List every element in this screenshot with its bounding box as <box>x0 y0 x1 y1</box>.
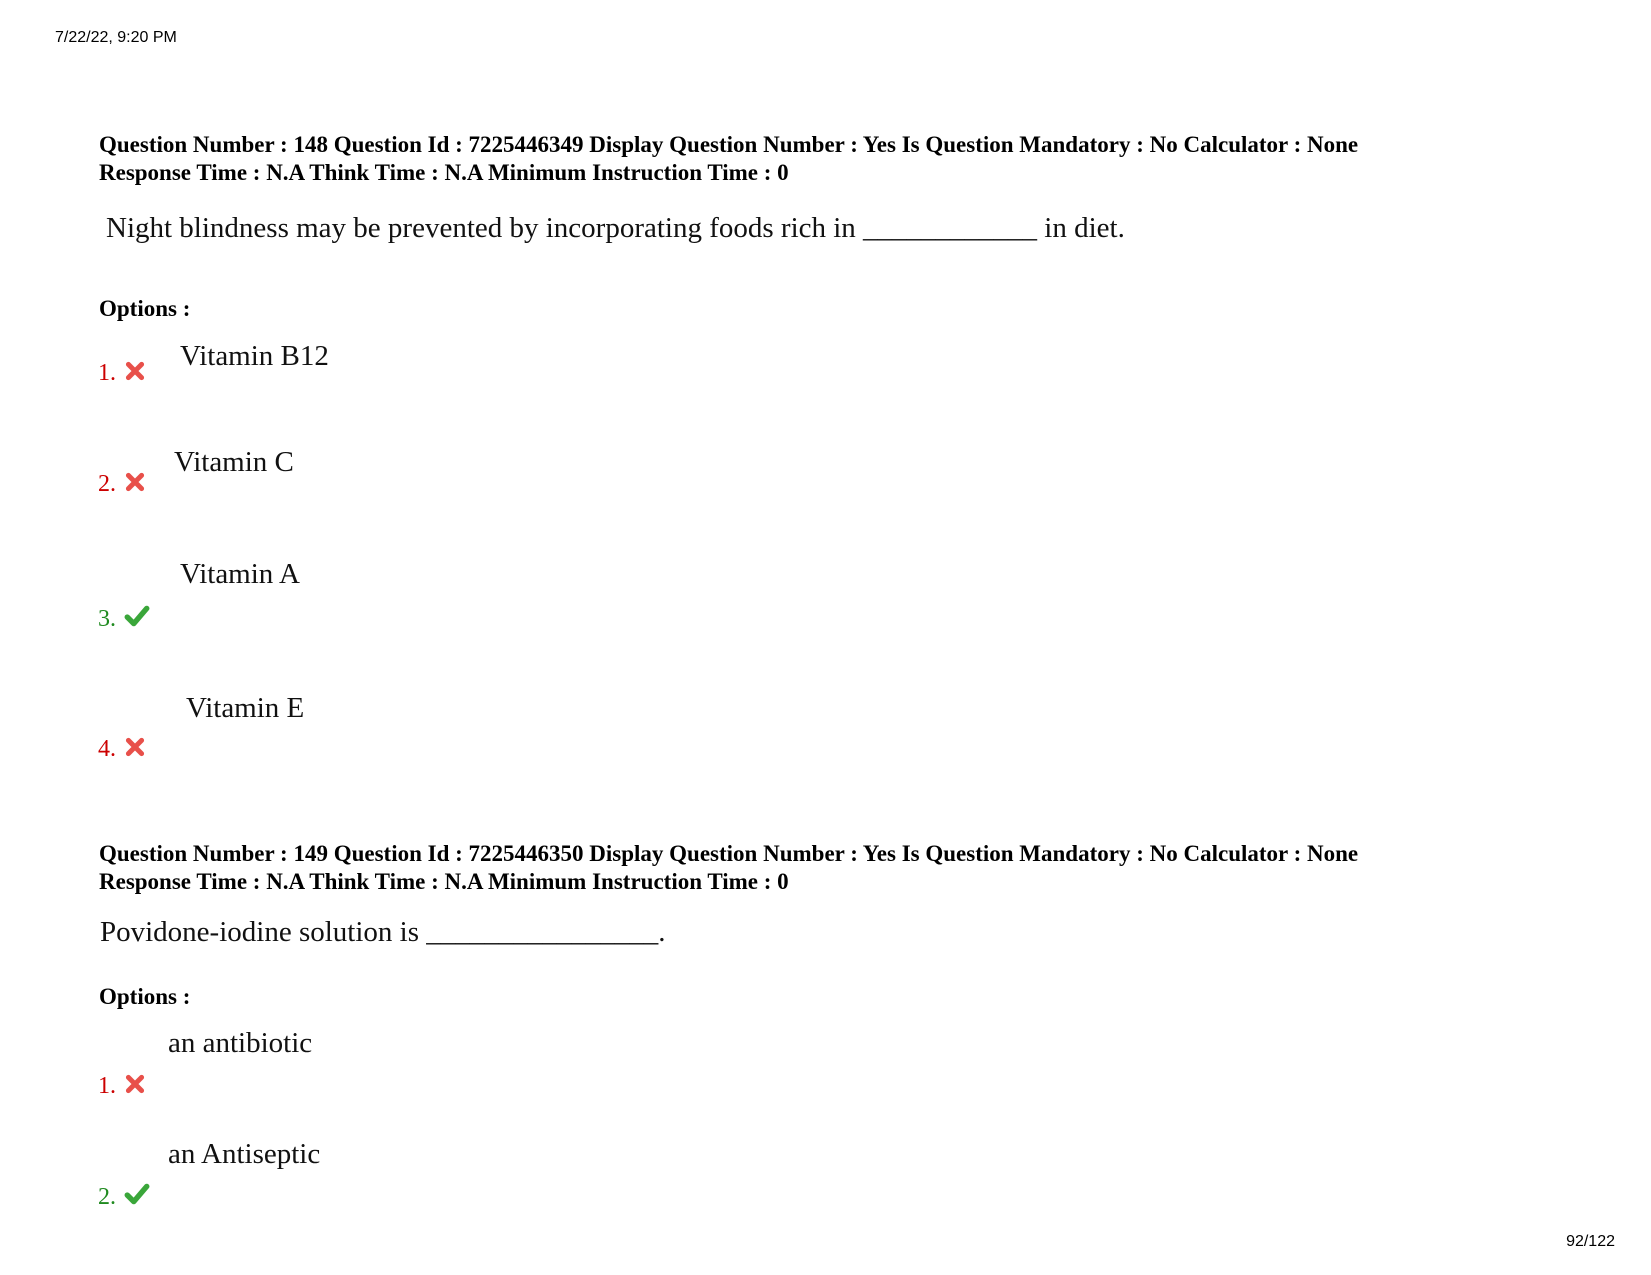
option-text: Vitamin E <box>186 692 305 724</box>
question-meta <box>99 840 1358 896</box>
question-meta-line2: Response Time : N.A Think Time : N.A Minimum Instruction Time : 0 <box>99 160 789 185</box>
cross-icon <box>124 1073 146 1095</box>
options-heading: Options : <box>99 296 191 321</box>
option-number: 2. <box>98 471 116 497</box>
option-text: an antibiotic <box>168 1027 313 1059</box>
question-meta <box>99 131 1358 187</box>
check-icon <box>124 1182 150 1206</box>
option-number: 1. <box>98 1073 116 1099</box>
page-number: 92/122 <box>1566 1233 1615 1250</box>
page-date: 7/22/22, 9:20 PM <box>55 29 177 46</box>
option-number: 3. <box>98 606 116 632</box>
check-icon <box>124 604 150 628</box>
option-number: 4. <box>98 736 116 762</box>
cross-icon <box>124 736 146 758</box>
question-meta-line2: Response Time : N.A Think Time : N.A Minimum Instruction Time : 0 <box>99 869 789 894</box>
question-text: Night blindness may be prevented by incorporating foods rich in ____________ in diet. <box>106 212 1125 244</box>
question-meta-line1: Question Number : 148 Question Id : 7225446349 Display Question Number : Yes Is Question Mandatory : No Calculator : None <box>99 132 1359 157</box>
option-number: 1. <box>98 360 116 386</box>
option-text: Vitamin A <box>180 558 300 590</box>
question-meta-line1: Question Number : 149 Question Id : 7225446350 Display Question Number : Yes Is Question Mandatory : No Calculator : None <box>99 841 1359 866</box>
question-text: Povidone-iodine solution is ________________. <box>100 916 666 948</box>
option-text: Vitamin B12 <box>180 340 329 372</box>
option-text: an Antiseptic <box>168 1138 321 1170</box>
option-text: Vitamin C <box>174 446 294 478</box>
cross-icon <box>124 471 146 493</box>
option-number: 2. <box>98 1184 116 1210</box>
cross-icon <box>124 360 146 382</box>
options-heading: Options : <box>99 984 191 1009</box>
